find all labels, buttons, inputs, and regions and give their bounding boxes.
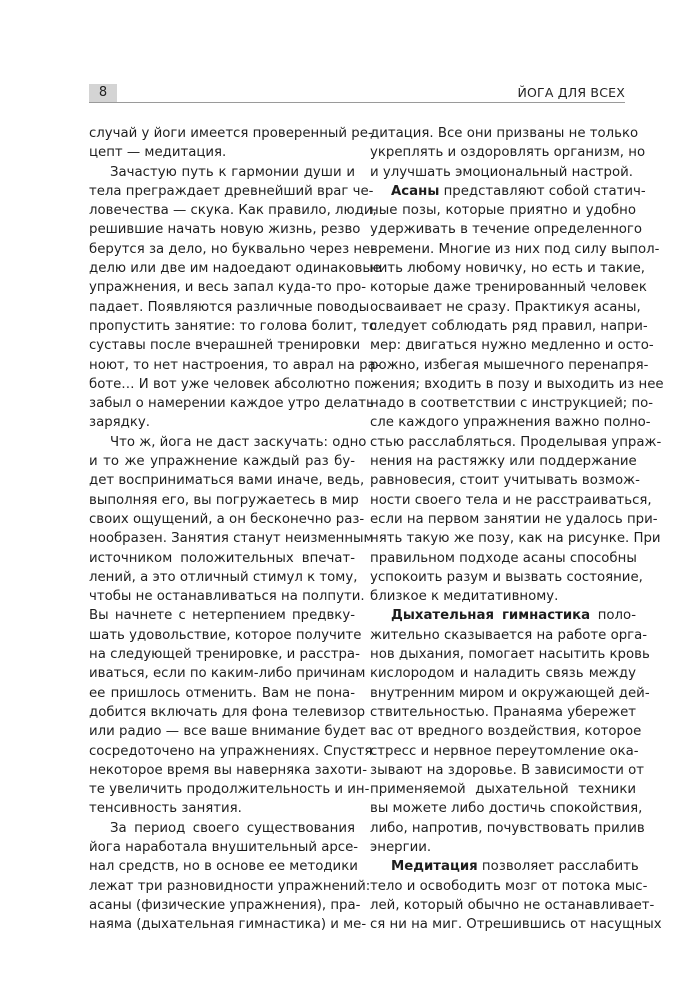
text-line [370,433,662,452]
text-line [89,356,381,375]
text-line [89,336,361,355]
line-text: надо в соответствии с инструкцией; по- [370,396,654,412]
text-line [89,819,355,838]
text-line [89,182,374,201]
text-line [370,722,642,741]
text-line [370,645,650,664]
line-text: если на первом занятии не удалось при- [370,511,658,527]
text-line [89,278,367,297]
line-text: шать удовольствие, которое получите [89,627,362,643]
line-text: укреплять и оздоровлять организм, но [370,145,646,161]
line-text: суставы после вчерашней тренировки [89,338,361,354]
text-line [89,433,367,452]
line-text: Что ж, йога не даст заскучать: одно [110,434,367,450]
line-text: вас от вредного воздействия, которое [370,724,642,740]
line-text: следует соблюдать ряд правил, напри- [370,318,648,334]
bold-term: Дыхательная гимнастика [391,608,591,624]
text-line [89,915,367,934]
text-line [370,626,648,645]
line-text: некоторое время вы наверняка захоти- [89,762,367,778]
text-line [370,664,636,683]
text-line [89,722,366,741]
line-text: равновесия, стоит учитывать возмож- [370,473,640,489]
line-text: жения; входить в позу и выходить из нее [370,376,664,392]
line-text: ся ни на миг. Отрешившись от насущных [370,917,662,933]
line-text: пропустить занятие: то голова болит, то [89,318,378,334]
text-line [89,896,361,915]
line-text: нообразен. Занятия станут неизменным [89,531,374,547]
text-line [370,915,662,934]
line-text: своих ощущений, а он бесконечно раз- [89,511,365,527]
line-text: тенсивность занятия. [89,801,242,817]
line-text: случай у йоги имеется проверенный ре- [89,126,373,141]
line-text: вы можете либо достичь спокойствия, [370,801,643,817]
line-text: правильном подходе асаны способны [370,550,637,566]
right-column [370,124,664,934]
text-line [89,124,373,143]
line-text: ствительностью. Пранаяма убережет [370,704,636,720]
text-line [370,182,646,201]
text-line [89,452,355,471]
line-text: либо, напротив, почувствовать прилив [370,820,645,836]
line-text: применяемой дыхательной техники [370,782,636,798]
text-line [370,838,636,857]
text-line [370,124,639,143]
line-text: берутся за дело, но буквально через не- [89,241,376,257]
text-line [370,529,661,548]
text-line [370,491,652,510]
text-line [370,857,639,876]
line-text: энергии. [370,839,432,855]
text-line [370,394,654,413]
line-text: источником положительных впечат- [89,550,355,566]
line-text: и то же упражнение каждый раз бу- [89,454,355,470]
text-line [89,761,367,780]
line-text: упражнения, и весь запал куда-то про- [89,280,367,296]
text-line [89,664,366,683]
bold-term: Асаны [391,183,440,199]
line-text: сле каждого упражнения важно полно- [370,415,651,431]
line-text: ее пришлось отменить. Вам не пона- [89,685,355,701]
line-text: наяма (дыхательная гимнастика) и ме- [89,917,367,933]
text-line [89,375,377,394]
line-text: поло- [590,608,636,624]
line-text: лежат три разновидности упражнений: [89,878,371,894]
line-text: решившие начать новую жизнь, резво [89,222,361,238]
text-line [370,143,646,162]
text-line [370,877,648,896]
bold-term: Медитация [391,859,478,875]
text-line [89,201,377,220]
text-line [89,471,365,490]
line-text: боте… И вот уже человек абсолютно по- [89,376,377,392]
line-text: внутренним миром и окружающей дей- [370,685,650,701]
text-line [89,568,358,587]
text-line [89,491,359,510]
line-text: иваться, если по каким-либо причинам [89,666,366,682]
text-line [370,278,647,297]
line-text: За период своего существования [110,820,355,836]
line-text: добится включать для фона телевизор [89,704,366,720]
line-text: и улучшать эмоциональный настрой. [370,164,633,180]
line-text: позволяет расслабить [477,859,639,875]
line-text: цепт — медитация. [89,145,227,161]
text-line [89,549,355,568]
line-text: нал средств, но в основе ее методики [89,859,358,875]
text-line [370,703,636,722]
line-text: кислородом и наладить связь между [370,666,636,682]
text-line [370,356,649,375]
text-line [89,143,355,162]
line-text: ности своего тела и не расстраиваться, [370,492,652,508]
line-text: стью расслабляться. Проделывая упраж- [370,434,662,450]
text-line [370,549,636,568]
page-number: 8 [89,84,117,102]
text-line [370,259,646,278]
text-line [89,684,355,703]
line-text: тела преграждает древнейший враг че- [89,183,374,199]
line-text: делю или две им надоедают одинаковые [89,261,381,277]
line-text: мер: двигаться нужно медленно и осто- [370,338,654,354]
text-line [370,819,645,838]
running-title: ЙОГА ДЛЯ ВСЕХ [517,85,625,100]
line-text: Зачастую путь к гармонии души и [110,164,355,180]
text-line [89,163,355,182]
line-text: ноют, то нет настроения, то аврал на ра- [89,357,381,373]
text-line [89,240,376,259]
text-line [89,394,374,413]
line-text: лений, а это отличный стимул к тому, [89,569,358,585]
line-text: близкое к медитативному. [370,589,559,605]
text-line [370,201,636,220]
line-text: осваивает не сразу. Практикуя асаны, [370,299,641,315]
line-text: нов дыхания, помогает насытить кровь [370,647,650,663]
line-text: выполняя его, вы погружаетесь в мир [89,492,359,508]
text-line [370,471,640,490]
text-line [370,799,643,818]
text-line [89,780,370,799]
line-text: ные позы, которые приятно и удобно [370,203,636,219]
text-line [89,857,358,876]
text-line [370,336,654,355]
line-text: стресс и нервное переутомление ока- [370,743,639,759]
line-text: Вы начнете с нетерпением предвку- [89,608,355,624]
text-line [370,568,643,587]
line-text: жительно сказывается на работе орга- [370,627,648,643]
line-text: которые даже тренированный человек [370,280,647,296]
line-text: асаны (физические упражнения), пра- [89,897,361,913]
line-text: падает. Появляются различные поводы [89,299,370,315]
text-line [89,298,370,317]
line-text: рожно, избегая мышечного перенапря- [370,357,649,373]
line-text: сосредоточено на упражнениях. Спустя [89,743,373,759]
text-line [89,877,371,896]
text-line [89,259,381,278]
line-text: тело и освободить мозг от потока мыс- [370,878,648,894]
text-line [370,606,636,625]
text-line [89,645,360,664]
line-text: те увеличить продолжительность и ин- [89,782,370,798]
text-line [370,742,639,761]
line-text: ловечества — скука. Как правило, люди, [89,203,377,219]
line-text: зывают на здоровье. В зависимости от [370,762,645,778]
line-text: времени. Многие из них под силу выпол- [370,241,660,257]
text-line [89,529,374,548]
text-line [89,413,355,432]
text-line [89,220,361,239]
text-line [89,838,359,857]
text-line [89,317,378,336]
line-text: представляют собой статич- [439,183,646,199]
text-line [370,413,651,432]
line-text: нения на растяжку или поддержание [370,454,637,470]
text-line [89,742,373,761]
page-header [89,84,625,103]
text-line [89,703,366,722]
text-line [370,375,664,394]
text-line [370,896,655,915]
text-line [370,684,650,703]
line-text: йога наработала внушительный арсе- [89,839,359,855]
text-line [370,163,636,182]
text-line [89,510,365,529]
line-text: успокоить разум и вызвать состояние, [370,569,643,585]
line-text: дитация. Все они призваны не только [370,126,639,141]
text-line [89,587,365,606]
text-line [370,761,645,780]
line-text: лей, который обычно не останавливает- [370,897,655,913]
line-text: или радио — все ваше внимание будет [89,724,366,740]
text-line [370,452,636,471]
text-line [370,317,648,336]
line-text: дет восприниматься вами иначе, ведь, [89,473,365,489]
line-text: удерживать в течение определенного [370,222,643,238]
text-line [89,626,362,645]
line-text: на следующей тренировке, и расстра- [89,647,360,663]
line-text: чтобы не останавливаться на полпути. [89,589,365,605]
text-line [370,240,660,259]
text-line [89,606,355,625]
text-line [370,298,641,317]
line-text: зарядку. [89,415,150,431]
text-line [370,780,636,799]
text-line [370,510,658,529]
left-column [89,124,381,934]
line-text: забыл о намерении каждое утро делать [89,396,374,412]
text-line [370,220,643,239]
text-line [89,799,355,818]
line-text: нять такую же позу, как на рисунке. При [370,531,661,547]
text-line [370,587,636,606]
line-text: нить любому новичку, но есть и такие, [370,261,646,277]
